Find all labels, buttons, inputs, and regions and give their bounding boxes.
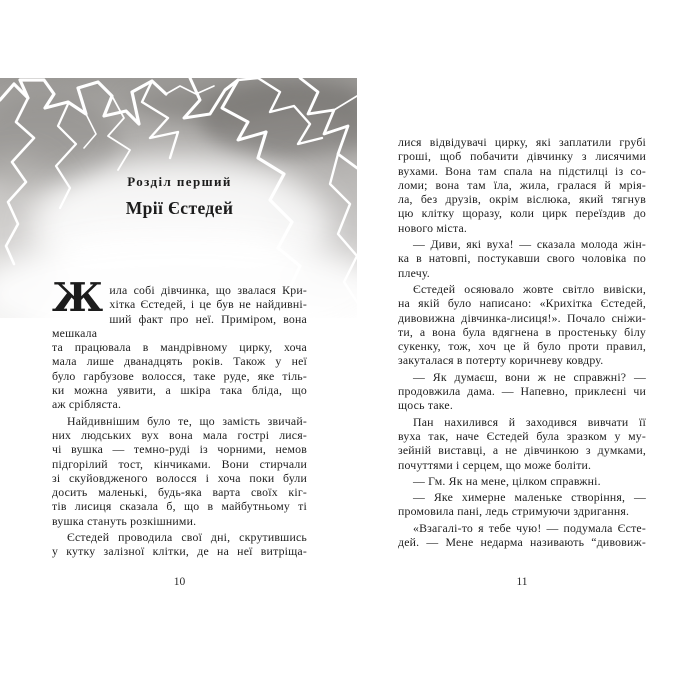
text-line: — Гм. Як на мене, цілком справжні. — [413, 473, 601, 488]
text-line: Єстедей проводила свої дні, скрутившись — [67, 530, 307, 545]
left-text-column — [52, 275, 307, 559]
drop-cap: Ж — [52, 275, 104, 321]
text-line: продовжила дама. — Напевно, приклеєні чи — [398, 384, 646, 399]
text-line: закуталася в потерту коричневу ковдру. — [398, 353, 604, 368]
text-line: ший факт про неї. Приміром, вона мешкала — [52, 311, 307, 340]
right-text-column — [398, 135, 646, 549]
paragraph — [398, 237, 646, 280]
text-line: досить маленькі, будь-яка варта своїх кіг- — [52, 485, 307, 500]
text-line: вушка стануть розкішними. — [52, 513, 197, 528]
paragraph — [398, 135, 646, 235]
text-line: аж срібляста. — [52, 397, 122, 412]
text-line: ломи; вона там їла, жила, гралася й мрія- — [398, 177, 646, 192]
paragraph — [398, 490, 646, 519]
text-line: — Яке химерне маленьке створіння, — — [413, 490, 646, 505]
text-line: плечу. — [398, 265, 430, 280]
text-line: чі вушка — темно-руді із чорними, немов — [52, 442, 307, 457]
paragraph — [52, 414, 307, 528]
chapter-heading — [52, 174, 307, 219]
paragraph — [52, 275, 307, 412]
text-line: сукенку, тож, хоч це й було проти правил, — [398, 339, 646, 354]
text-line: вухами. Вона там спала на підстилці із со- — [398, 163, 646, 178]
chapter-title: Мрії Єстедей — [125, 198, 234, 218]
text-line: ла, без друзів, окрім віслюка, який тягнув — [398, 192, 646, 207]
text-line: мала лише дванадцять років. Також у неї — [52, 354, 307, 369]
text-line: цю клітку щоразу, коли цирк переїздив до — [398, 206, 646, 221]
text-line: ка в натовпі, постукавши свого чоловіка по — [398, 251, 646, 266]
text-line: Єстедей осяювало жовте світло вивіски, — [413, 281, 646, 296]
text-line: було гарбузове волосся, таке руде, яке тіль- — [52, 368, 307, 383]
text-line: ки можна уявити, а шкіра така бліда, що — [52, 383, 307, 398]
text-line: та працювала в мандрівному цирку, хоча — [52, 340, 307, 355]
text-line: почуттями і серцем, що може боліти. — [398, 457, 592, 472]
text-line: тів лисиця сказала б, що в майбутньому ті — [52, 499, 307, 514]
paragraph — [398, 474, 646, 488]
text-line: підгорілий тост, кінчиками. Вони стирчали — [52, 456, 307, 471]
text-line: них людських вух вона мала гострі лися- — [52, 427, 307, 442]
text-line: лися відвідувачі цирку, які заплатили грубі — [398, 135, 646, 149]
text-line: зі скуйовдженого волосся і хоча поки були — [52, 470, 307, 485]
text-line: Пан нахилився й заходився вивчати її — [413, 414, 646, 429]
text-line: у кутку залізної клітки, де на неї витріща- — [52, 544, 307, 559]
text-line: ти, а вона була вдягнена в простеньку білу — [398, 324, 646, 339]
text-line: — Диви, які вуха! — сказала молода жін- — [413, 237, 646, 252]
text-line: щось таке. — [398, 398, 453, 413]
text-line: вуха так, наче Єстедей була зразком у му- — [398, 428, 646, 443]
page-number-right: 11 — [516, 576, 528, 588]
text-line: Найдивнішим було те, що замість звичай- — [67, 413, 307, 428]
text-line: зейній виставці, а не дівчинкою з думками, — [398, 443, 646, 458]
text-line: — Як думаєш, вони ж не справжні? — — [413, 369, 646, 384]
text-line: промовила пані, ледь стримуючи здригання. — [398, 504, 630, 519]
paragraph — [398, 415, 646, 472]
paragraph — [52, 530, 307, 559]
text-line: ила собі дівчинка, що звалася Кри- — [109, 283, 307, 297]
page-number-left: 10 — [173, 576, 186, 588]
chapter-label: Розділ перший — [127, 174, 232, 189]
text-line: хітка Єстедей, і це був не найдивні- — [109, 297, 307, 312]
text-line: нового міста. — [398, 220, 468, 235]
text-line: на якій було написано: «Крихітка Єстедей, — [398, 296, 646, 311]
text-line: дивовижна дівчинка-лисиця!». Почало сніжи- — [398, 310, 646, 325]
paragraph — [398, 521, 646, 550]
paragraph — [398, 370, 646, 413]
text-line: дей. — Мене недарма називають “дивовиж- — [398, 535, 646, 550]
paragraph — [398, 282, 646, 368]
text-line: гроші, щоб побачити дівчинку з лисячими — [398, 149, 646, 164]
text-line: «Взагалі-то я тебе чую! — подумала Єсте- — [413, 520, 646, 535]
